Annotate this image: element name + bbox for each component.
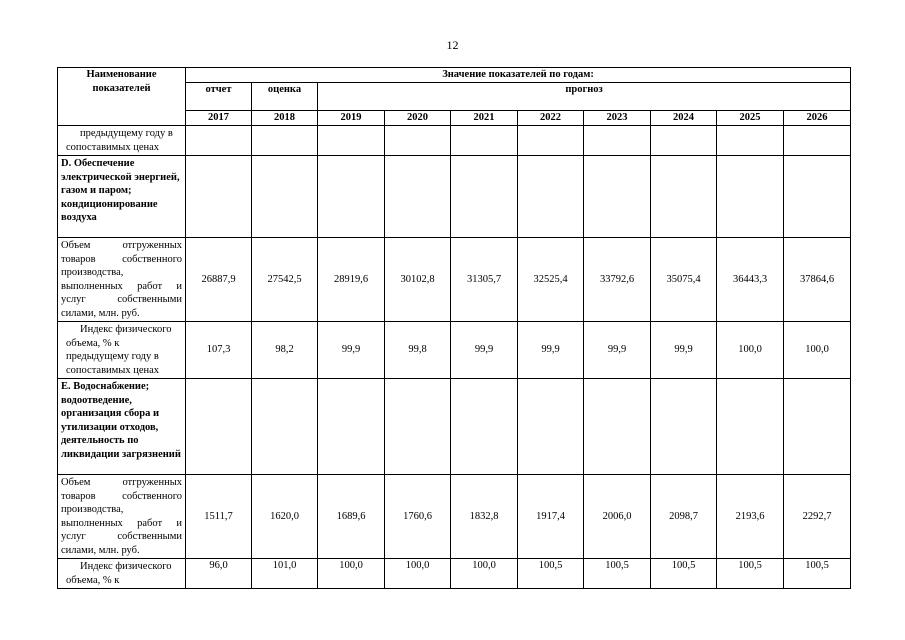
- value-cell: 100,5: [518, 559, 584, 589]
- year-header: 2019: [318, 111, 385, 126]
- value-cell: 99,9: [451, 322, 518, 379]
- header-forecast: прогноз: [318, 83, 851, 111]
- empty-cell: [451, 156, 518, 238]
- empty-cell: [717, 156, 784, 238]
- empty-cell: [651, 156, 717, 238]
- empty-cell: [451, 379, 518, 475]
- value-cell: 100,5: [584, 559, 651, 589]
- year-header: 2018: [252, 111, 318, 126]
- row-name: Индекс физического объема, % к предыдущему году в сопоставимых ценах: [58, 322, 186, 379]
- empty-cell: [717, 379, 784, 475]
- value-cell: 2006,0: [584, 475, 651, 559]
- header-name-col: Наименование показателей: [58, 68, 186, 126]
- empty-cell: [584, 126, 651, 156]
- value-cell: 99,9: [318, 322, 385, 379]
- value-cell: 100,5: [651, 559, 717, 589]
- year-header: 2021: [451, 111, 518, 126]
- empty-cell: [186, 379, 252, 475]
- year-header: 2022: [518, 111, 584, 126]
- value-cell: 100,0: [717, 322, 784, 379]
- value-cell: 1832,8: [451, 475, 518, 559]
- value-cell: 99,9: [651, 322, 717, 379]
- page-number: 12: [446, 38, 459, 52]
- indicators-table: [57, 67, 851, 589]
- value-cell: 32525,4: [518, 238, 584, 322]
- empty-cell: [584, 156, 651, 238]
- value-cell: 30102,8: [385, 238, 451, 322]
- value-cell: 36443,3: [717, 238, 784, 322]
- value-cell: 1917,4: [518, 475, 584, 559]
- value-cell: 96,0: [186, 559, 252, 589]
- value-cell: 100,0: [385, 559, 451, 589]
- value-cell: 2098,7: [651, 475, 717, 559]
- empty-cell: [252, 126, 318, 156]
- value-cell: 107,3: [186, 322, 252, 379]
- value-cell: 100,5: [784, 559, 851, 589]
- empty-cell: [252, 379, 318, 475]
- value-cell: 99,9: [584, 322, 651, 379]
- value-cell: 100,0: [451, 559, 518, 589]
- empty-cell: [651, 379, 717, 475]
- empty-cell: [784, 156, 851, 238]
- year-header: 2020: [385, 111, 451, 126]
- value-cell: 37864,6: [784, 238, 851, 322]
- value-cell: 27542,5: [252, 238, 318, 322]
- empty-cell: [784, 379, 851, 475]
- row-name: Объем отгруженных товаров собственного производства, выполненных работ и услуг собственными силами, млн. руб.: [58, 475, 186, 559]
- value-cell: 100,5: [717, 559, 784, 589]
- value-cell: 26887,9: [186, 238, 252, 322]
- empty-cell: [318, 156, 385, 238]
- value-cell: 1689,6: [318, 475, 385, 559]
- value-cell: 2193,6: [717, 475, 784, 559]
- empty-cell: [784, 126, 851, 156]
- empty-cell: [318, 126, 385, 156]
- value-cell: 1511,7: [186, 475, 252, 559]
- value-cell: 31305,7: [451, 238, 518, 322]
- year-header: 2024: [651, 111, 717, 126]
- value-cell: 99,8: [385, 322, 451, 379]
- empty-cell: [651, 126, 717, 156]
- year-header: 2026: [784, 111, 851, 126]
- empty-cell: [252, 156, 318, 238]
- row-section-name: E. Водоснабжение; водоотведение, организация сбора и утилизации отходов, деятельность по ликвидации загрязнений: [58, 379, 186, 475]
- year-header: 2023: [584, 111, 651, 126]
- empty-cell: [318, 379, 385, 475]
- row-name: Индекс физического объема, % к: [58, 559, 186, 589]
- value-cell: 28919,6: [318, 238, 385, 322]
- empty-cell: [186, 156, 252, 238]
- value-cell: 100,0: [784, 322, 851, 379]
- empty-cell: [186, 126, 252, 156]
- year-header: 2017: [186, 111, 252, 126]
- value-cell: 35075,4: [651, 238, 717, 322]
- empty-cell: [584, 379, 651, 475]
- header-estimate: оценка: [252, 83, 318, 111]
- year-header: 2025: [717, 111, 784, 126]
- row-name: Объем отгруженных товаров собственного производства, выполненных работ и услуг собственными силами, млн. руб.: [58, 238, 186, 322]
- value-cell: 2292,7: [784, 475, 851, 559]
- value-cell: 33792,6: [584, 238, 651, 322]
- empty-cell: [385, 126, 451, 156]
- value-cell: 98,2: [252, 322, 318, 379]
- empty-cell: [385, 379, 451, 475]
- row-section-name: D. Обеспечение электрической энергией, газом и паром; кондиционирование воздуха: [58, 156, 186, 238]
- header-values-title: Значение показателей по годам:: [186, 68, 851, 83]
- row-name: предыдущему году в сопоставимых ценах: [58, 126, 186, 156]
- empty-cell: [518, 379, 584, 475]
- header-report: отчет: [186, 83, 252, 111]
- value-cell: 1620,0: [252, 475, 318, 559]
- empty-cell: [451, 126, 518, 156]
- value-cell: 100,0: [318, 559, 385, 589]
- value-cell: 99,9: [518, 322, 584, 379]
- value-cell: 101,0: [252, 559, 318, 589]
- empty-cell: [518, 126, 584, 156]
- empty-cell: [518, 156, 584, 238]
- value-cell: 1760,6: [385, 475, 451, 559]
- empty-cell: [385, 156, 451, 238]
- empty-cell: [717, 126, 784, 156]
